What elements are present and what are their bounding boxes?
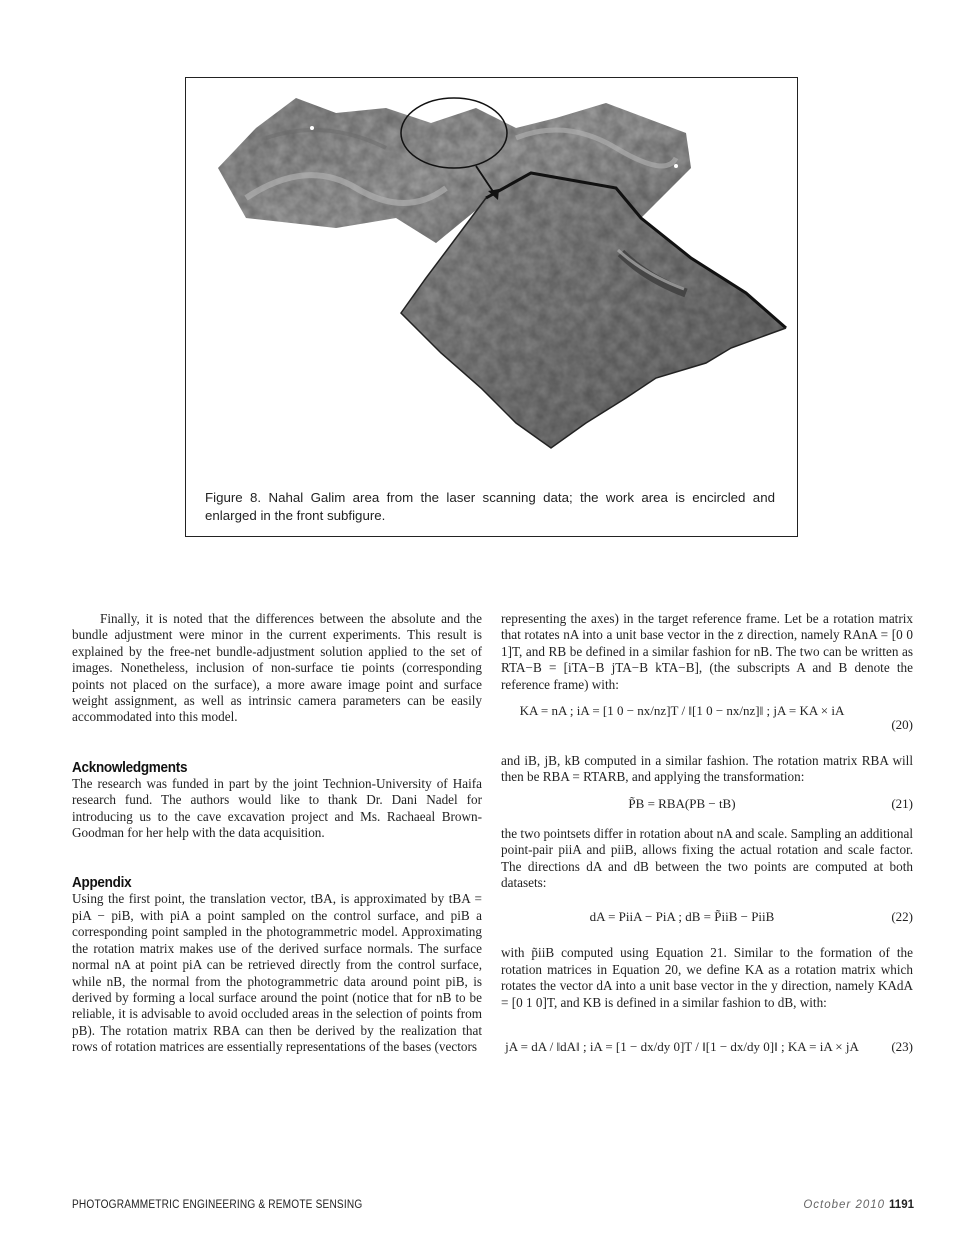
page-footer-right bbox=[803, 1199, 914, 1211]
equation-21 bbox=[501, 790, 913, 816]
right-paragraph-3: the two pointsets differ in rotation about nA and scale. Sampling an additional point-pair piiA and piiB, allows fixing the actual rotation and scale factor. The directions dA and dB between the two points are computed at both datasets: bbox=[501, 825, 913, 891]
conclusion-paragraph: Finally, it is noted that the differences between the absolute and the bundle adjustment were minor in the current experiments. This result is explained by the free-net bundle-adjustment solution applied to the set of images. Nonetheless, inclusion of non-surface tie points (corresponding points not placed on the surface), a more aware image point and surface weight assignment, as well as intrinsic camera parameters can be easily accommodated into this model. bbox=[72, 611, 482, 725]
acknowledgments-text: The research was funded in part by the joint Technion-University of Haifa research fund. The authors would like to thank Dr. Dani Nadel for introducing us to the cave excavation project and Ms. Rachaeal Brown-Goodman for her help with the data acquisition. bbox=[72, 775, 482, 841]
figure-caption: Figure 8. Nahal Galim area from the laser scanning data; the work area is encircled and enlarged in the front subfigure. bbox=[205, 490, 775, 523]
equation-22 bbox=[501, 901, 913, 931]
equation-21-body: P̃B = RBA(PB − tB) bbox=[628, 795, 736, 811]
equation-20-body: KA = nA ; iA = [1 0 − nx/nz]T / ‖[1 0 − nx/nz]‖ ; jA = KA × iA bbox=[519, 703, 845, 719]
right-paragraph-2: and iB, jB, kB computed in a similar fashion. The rotation matrix RBA will then be RBA = RTARB, and applying the transformation: bbox=[501, 753, 913, 785]
figure-8 bbox=[185, 77, 798, 537]
acknowledgments-heading: Acknowledgments bbox=[72, 758, 188, 776]
appendix-text: Using the first point, the translation vector, tBA, is approximated by tBA = piA − piB, with piA a point sampled on the control surface, and piB a corresponding point sampled in the photogrammetric model. Approximating the rotation matrix makes use of the derived surface normals. The surface normal nA at point piA can be retrieved directly from the control surface, while nB, the normal from the photogrammetric data around point piB, is derived by forming a local surface around the point (notice that for nB to be reliable, it is advisable to avoid occluded areas in the selection of points from pB). The rotation matrix RBA can then be derived by the realization that rows of rotation matrices are essentially representations of the bases (vectors bbox=[72, 891, 482, 1055]
right-column bbox=[501, 611, 913, 1069]
equation-20-number: (20) bbox=[891, 717, 913, 733]
equation-23 bbox=[501, 1029, 913, 1069]
journal-name: PHOTOGRAMMETRIC ENGINEERING & REMOTE SENSING bbox=[72, 1199, 363, 1211]
equation-22-body: dA = PiiA − PiA ; dB = P̃iiB − PiiB bbox=[589, 909, 775, 925]
equation-22-number: (22) bbox=[891, 909, 913, 925]
issue-date: October 2010 bbox=[803, 1199, 886, 1211]
appendix-heading: Appendix bbox=[72, 874, 132, 892]
left-column bbox=[72, 611, 482, 1056]
page-number: 1191 bbox=[889, 1199, 914, 1211]
terrain-figure-image bbox=[186, 78, 796, 478]
equation-20 bbox=[501, 703, 913, 743]
equation-21-number: (21) bbox=[891, 795, 913, 811]
equation-23-number: (23) bbox=[891, 1039, 913, 1055]
right-paragraph-1: representing the axes) in the target reference frame. Let be a rotation matrix that rotates nA into a unit base vector in the z direction, namely RAnA = [0 0 1]T, and RB be defined in a similar fashion for nB. The two can be written as RTA−B = [iTA−B jTA−B kTA−B], (the subscripts A and B denote the reference frame) with: bbox=[501, 611, 913, 692]
equation-23-body: jA = dA / ‖dA‖ ; iA = [1 − dx/dy 0]T / ‖[1 − dx/dy 0]‖ ; KA = iA × jA bbox=[505, 1039, 859, 1055]
right-paragraph-4: with p̃iiB computed using Equation 21. Similar to the formation of the rotation matrices in Equation 20, we define KA as a rotation matrix which rotates the vector dA into a unit base vector in the y direction, namely KAdA = [0 1 0]T, and KB is defined in a similar fashion to dB, with: bbox=[501, 945, 913, 1010]
